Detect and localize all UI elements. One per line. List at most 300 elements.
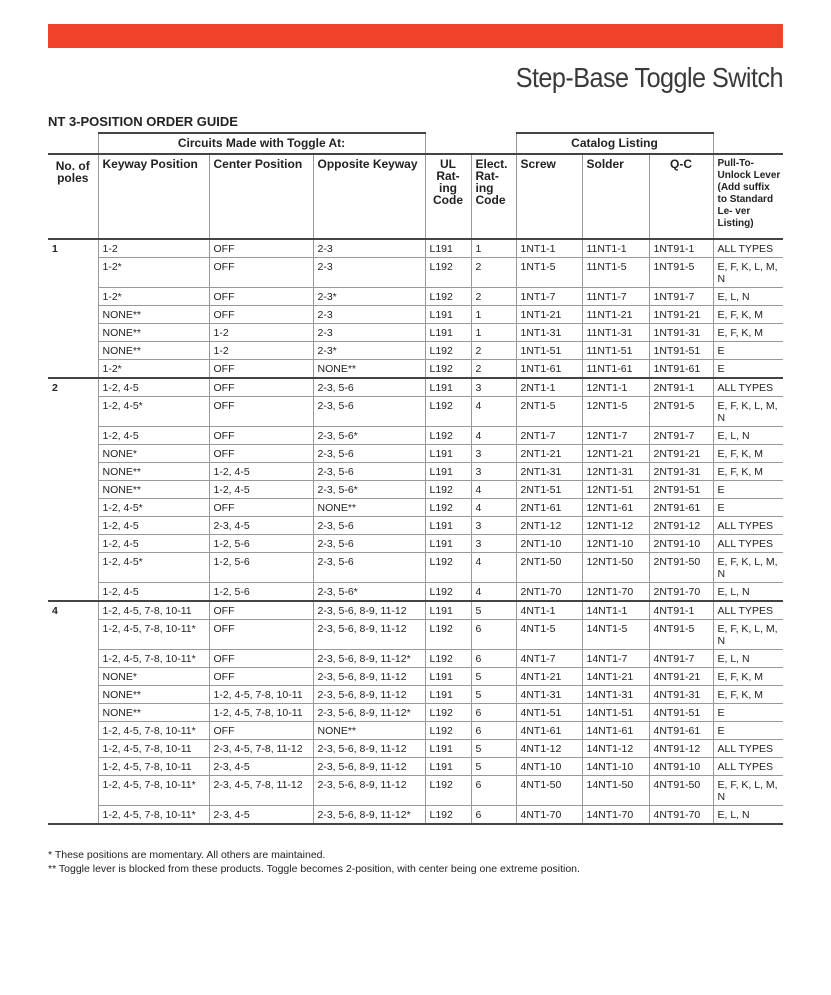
ul-code-cell: L192 [425,427,471,445]
qc-cell: 2NT91-31 [649,463,713,481]
elect-code-cell: 5 [471,740,516,758]
group-header-row [48,133,783,154]
elect-code-cell: 6 [471,620,516,650]
qc-cell: 2NT91-21 [649,445,713,463]
center-cell: 1-2, 4-5 [209,481,313,499]
poles-cell [48,397,98,427]
opposite-cell: 2-3, 5-6, 8-9, 11-12 [313,601,425,620]
center-cell: OFF [209,650,313,668]
pull-to-unlock-cell: E, L, N [713,427,783,445]
opposite-cell: 2-3, 5-6, 8-9, 11-12 [313,668,425,686]
poles-cell [48,288,98,306]
ul-code-cell: L192 [425,553,471,583]
ul-code-cell: L192 [425,499,471,517]
elect-code-cell: 6 [471,704,516,722]
pull-to-unlock-cell: E [713,481,783,499]
center-cell: 1-2, 5-6 [209,535,313,553]
elect-code-cell: 6 [471,776,516,806]
keyway-cell: NONE** [98,463,209,481]
elect-code-cell: 3 [471,463,516,481]
center-cell: 1-2 [209,324,313,342]
table-row [48,601,783,620]
solder-cell: 12NT1-12 [582,517,649,535]
qc-cell: 1NT91-61 [649,360,713,379]
keyway-cell: 1-2, 4-5, 7-8, 10-11 [98,758,209,776]
table-row [48,553,783,583]
elect-code-cell: 4 [471,397,516,427]
table-row [48,378,783,397]
keyway-cell: 1-2, 4-5 [98,535,209,553]
col-header-elect: Elect. Rat- ing Code [471,154,516,239]
elect-code-cell: 4 [471,481,516,499]
ul-code-cell: L192 [425,776,471,806]
page-title: Step-Base Toggle Switch [515,62,783,93]
ul-code-cell: L192 [425,342,471,360]
pull-to-unlock-cell: E, L, N [713,583,783,602]
keyway-cell: 1-2, 4-5* [98,499,209,517]
center-cell: 1-2, 5-6 [209,553,313,583]
solder-cell: 12NT1-31 [582,463,649,481]
center-cell: OFF [209,378,313,397]
pull-to-unlock-cell: E, F, K, M [713,324,783,342]
center-cell: 1-2 [209,342,313,360]
table-row [48,686,783,704]
center-cell: OFF [209,239,313,258]
solder-cell: 14NT1-12 [582,740,649,758]
qc-cell: 1NT91-51 [649,342,713,360]
opposite-cell: 2-3, 5-6, 8-9, 11-12 [313,620,425,650]
pull-to-unlock-cell: ALL TYPES [713,740,783,758]
screw-cell: 2NT1-10 [516,535,582,553]
pull-to-unlock-cell: E, F, K, L, M, N [713,776,783,806]
solder-cell: 12NT1-5 [582,397,649,427]
table-row [48,668,783,686]
poles-cell [48,776,98,806]
opposite-cell: 2-3 [313,258,425,288]
table-row [48,342,783,360]
screw-cell: 1NT1-1 [516,239,582,258]
pull-to-unlock-cell: ALL TYPES [713,758,783,776]
table-row [48,499,783,517]
opposite-cell: 2-3, 5-6 [313,517,425,535]
qc-cell: 2NT91-7 [649,427,713,445]
screw-cell: 4NT1-21 [516,668,582,686]
table-row [48,239,783,258]
elect-code-cell: 3 [471,517,516,535]
col-header-ul: UL Rat- ing Code [425,154,471,239]
elect-code-cell: 1 [471,324,516,342]
screw-cell: 4NT1-61 [516,722,582,740]
center-cell: 1-2, 4-5, 7-8, 10-11 [209,686,313,704]
pull-to-unlock-cell: ALL TYPES [713,239,783,258]
qc-cell: 4NT91-51 [649,704,713,722]
keyway-cell: NONE** [98,306,209,324]
col-header-solder: Solder [582,154,649,239]
col-header-keyway: Keyway Position [98,154,209,239]
pull-to-unlock-cell: E, F, K, M [713,668,783,686]
opposite-cell: 2-3, 5-6, 8-9, 11-12 [313,776,425,806]
pull-to-unlock-cell: E, F, K, L, M, N [713,397,783,427]
table-row [48,758,783,776]
qc-cell: 4NT91-50 [649,776,713,806]
col-header-qc: Q-C [649,154,713,239]
qc-cell: 2NT91-70 [649,583,713,602]
qc-cell: 2NT91-1 [649,378,713,397]
pull-to-unlock-cell: E [713,360,783,379]
ul-code-cell: L192 [425,650,471,668]
qc-cell: 4NT91-12 [649,740,713,758]
qc-cell: 4NT91-5 [649,620,713,650]
elect-code-cell: 2 [471,288,516,306]
screw-cell: 2NT1-70 [516,583,582,602]
qc-cell: 4NT91-31 [649,686,713,704]
opposite-cell: 2-3, 5-6, 8-9, 11-12 [313,740,425,758]
qc-cell: 4NT91-70 [649,806,713,825]
pull-to-unlock-cell: E, F, K, L, M, N [713,553,783,583]
pull-to-unlock-cell: E [713,342,783,360]
opposite-cell: 2-3, 5-6, 8-9, 11-12 [313,758,425,776]
solder-cell: 11NT1-5 [582,258,649,288]
ul-code-cell: L192 [425,397,471,427]
center-cell: OFF [209,258,313,288]
section-title: NT 3-POSITION ORDER GUIDE [48,114,238,129]
qc-cell: 2NT91-5 [649,397,713,427]
pull-to-unlock-cell: E, F, K, M [713,686,783,704]
solder-cell: 12NT1-51 [582,481,649,499]
solder-cell: 14NT1-1 [582,601,649,620]
ul-code-cell: L191 [425,535,471,553]
ul-code-cell: L192 [425,620,471,650]
opposite-cell: 2-3 [313,324,425,342]
table-row [48,740,783,758]
center-cell: OFF [209,601,313,620]
screw-cell: 2NT1-50 [516,553,582,583]
table-row [48,360,783,379]
elect-code-cell: 5 [471,758,516,776]
footnote-blocked: ** Toggle lever is blocked from these products. Toggle becomes 2-position, with center being one extreme position. [48,863,580,875]
screw-cell: 4NT1-50 [516,776,582,806]
center-cell: OFF [209,427,313,445]
elect-code-cell: 4 [471,583,516,602]
opposite-cell: NONE** [313,722,425,740]
table-row [48,650,783,668]
table-row [48,445,783,463]
poles-cell [48,360,98,379]
screw-cell: 4NT1-51 [516,704,582,722]
poles-cell [48,583,98,602]
elect-code-cell: 5 [471,686,516,704]
poles-cell: 2 [48,378,98,397]
table-row [48,258,783,288]
ul-code-cell: L191 [425,517,471,535]
screw-cell: 2NT1-1 [516,378,582,397]
elect-code-cell: 3 [471,445,516,463]
pull-to-unlock-cell: E, F, K, M [713,306,783,324]
pull-to-unlock-cell: ALL TYPES [713,378,783,397]
solder-cell: 12NT1-70 [582,583,649,602]
table-row [48,776,783,806]
pull-to-unlock-cell: E [713,722,783,740]
table-row [48,517,783,535]
center-cell: OFF [209,288,313,306]
keyway-cell: 1-2, 4-5* [98,397,209,427]
opposite-cell: 2-3, 5-6 [313,378,425,397]
pull-to-unlock-cell: E, L, N [713,806,783,825]
table-row [48,427,783,445]
center-cell: OFF [209,668,313,686]
screw-cell: 2NT1-12 [516,517,582,535]
pull-to-unlock-cell: E, F, K, M [713,445,783,463]
center-cell: 2-3, 4-5, 7-8, 11-12 [209,740,313,758]
table-row [48,806,783,825]
qc-cell: 1NT91-5 [649,258,713,288]
solder-cell: 12NT1-21 [582,445,649,463]
pull-to-unlock-cell: E [713,704,783,722]
center-cell: 1-2, 5-6 [209,583,313,602]
keyway-cell: 1-2, 4-5 [98,378,209,397]
opposite-cell: NONE** [313,360,425,379]
poles-cell [48,686,98,704]
column-header-row [48,154,783,239]
elect-code-cell: 4 [471,499,516,517]
keyway-cell: 1-2, 4-5 [98,427,209,445]
center-cell: OFF [209,397,313,427]
screw-cell: 1NT1-7 [516,288,582,306]
center-cell: 2-3, 4-5 [209,758,313,776]
qc-cell: 4NT91-10 [649,758,713,776]
table-row [48,583,783,602]
top-accent-bar [48,24,783,48]
center-cell: 1-2, 4-5 [209,463,313,481]
table-row [48,306,783,324]
qc-cell: 4NT91-21 [649,668,713,686]
elect-code-cell: 5 [471,601,516,620]
elect-code-cell: 2 [471,258,516,288]
qc-cell: 2NT91-12 [649,517,713,535]
screw-cell: 2NT1-21 [516,445,582,463]
poles-cell [48,427,98,445]
screw-cell: 1NT1-51 [516,342,582,360]
screw-cell: 1NT1-21 [516,306,582,324]
table-row [48,620,783,650]
poles-cell [48,499,98,517]
solder-cell: 11NT1-51 [582,342,649,360]
screw-cell: 4NT1-12 [516,740,582,758]
keyway-cell: NONE* [98,668,209,686]
solder-cell: 12NT1-1 [582,378,649,397]
col-header-center: Center Position [209,154,313,239]
keyway-cell: 1-2, 4-5* [98,553,209,583]
center-cell: 1-2, 4-5, 7-8, 10-11 [209,704,313,722]
opposite-cell: 2-3, 5-6* [313,481,425,499]
keyway-cell: 1-2* [98,258,209,288]
elect-code-cell: 2 [471,342,516,360]
solder-cell: 12NT1-10 [582,535,649,553]
ul-code-cell: L191 [425,668,471,686]
qc-cell: 1NT91-21 [649,306,713,324]
col-header-screw: Screw [516,154,582,239]
ul-code-cell: L192 [425,481,471,499]
screw-cell: 4NT1-1 [516,601,582,620]
screw-cell: 4NT1-31 [516,686,582,704]
col-header-opposite: Opposite Keyway [313,154,425,239]
solder-cell: 14NT1-7 [582,650,649,668]
keyway-cell: NONE** [98,686,209,704]
qc-cell: 4NT91-1 [649,601,713,620]
table-row [48,704,783,722]
center-cell: OFF [209,620,313,650]
opposite-cell: 2-3, 5-6* [313,427,425,445]
opposite-cell: 2-3, 5-6 [313,553,425,583]
poles-cell [48,806,98,825]
table-row [48,463,783,481]
keyway-cell: 1-2, 4-5, 7-8, 10-11 [98,740,209,758]
pull-to-unlock-cell: E, F, K, L, M, N [713,620,783,650]
poles-cell [48,740,98,758]
table-row [48,397,783,427]
solder-cell: 14NT1-50 [582,776,649,806]
solder-cell: 14NT1-51 [582,704,649,722]
center-cell: OFF [209,445,313,463]
poles-cell [48,324,98,342]
screw-cell: 4NT1-7 [516,650,582,668]
ul-code-cell: L192 [425,722,471,740]
opposite-cell: 2-3, 5-6 [313,463,425,481]
footnotes [48,848,580,876]
keyway-cell: 1-2, 4-5, 7-8, 10-11* [98,650,209,668]
keyway-cell: 1-2, 4-5 [98,517,209,535]
elect-code-cell: 6 [471,650,516,668]
pull-to-unlock-cell: E, L, N [713,650,783,668]
ul-code-cell: L192 [425,288,471,306]
center-cell: OFF [209,306,313,324]
solder-cell: 12NT1-7 [582,427,649,445]
elect-code-cell: 6 [471,806,516,825]
opposite-cell: 2-3, 5-6, 8-9, 11-12* [313,806,425,825]
solder-cell: 14NT1-70 [582,806,649,825]
solder-cell: 14NT1-10 [582,758,649,776]
ul-code-cell: L192 [425,583,471,602]
footnote-momentary: * These positions are momentary. All others are maintained. [48,849,326,861]
poles-cell [48,553,98,583]
ul-code-cell: L192 [425,258,471,288]
opposite-cell: 2-3, 5-6 [313,535,425,553]
elect-code-cell: 4 [471,427,516,445]
qc-cell: 1NT91-31 [649,324,713,342]
keyway-cell: 1-2* [98,288,209,306]
table-row [48,481,783,499]
poles-cell [48,620,98,650]
poles-cell [48,650,98,668]
solder-cell: 14NT1-61 [582,722,649,740]
screw-cell: 4NT1-70 [516,806,582,825]
solder-cell: 11NT1-31 [582,324,649,342]
ul-code-cell: L192 [425,806,471,825]
solder-cell: 14NT1-5 [582,620,649,650]
order-guide-table [48,132,783,825]
solder-cell: 12NT1-61 [582,499,649,517]
screw-cell: 1NT1-31 [516,324,582,342]
table-row [48,288,783,306]
ul-code-cell: L191 [425,740,471,758]
center-cell: OFF [209,499,313,517]
ul-code-cell: L191 [425,239,471,258]
poles-cell [48,517,98,535]
ul-code-cell: L191 [425,758,471,776]
keyway-cell: 1-2, 4-5, 7-8, 10-11* [98,722,209,740]
solder-cell: 14NT1-31 [582,686,649,704]
keyway-cell: 1-2, 4-5, 7-8, 10-11* [98,776,209,806]
pull-to-unlock-cell: ALL TYPES [713,601,783,620]
ul-code-cell: L191 [425,445,471,463]
opposite-cell: 2-3, 5-6* [313,583,425,602]
solder-cell: 11NT1-21 [582,306,649,324]
elect-code-cell: 1 [471,306,516,324]
qc-cell: 4NT91-61 [649,722,713,740]
elect-code-cell: 6 [471,722,516,740]
center-cell: 2-3, 4-5 [209,806,313,825]
qc-cell: 4NT91-7 [649,650,713,668]
group-header-circuits: Circuits Made with Toggle At: [98,133,425,154]
pull-to-unlock-cell: E, F, K, M [713,463,783,481]
solder-cell: 11NT1-1 [582,239,649,258]
poles-cell [48,463,98,481]
screw-cell: 1NT1-61 [516,360,582,379]
poles-cell [48,306,98,324]
poles-cell [48,481,98,499]
center-cell: OFF [209,722,313,740]
qc-cell: 2NT91-10 [649,535,713,553]
qc-cell: 1NT91-1 [649,239,713,258]
qc-cell: 2NT91-50 [649,553,713,583]
keyway-cell: 1-2, 4-5 [98,583,209,602]
keyway-cell: NONE** [98,342,209,360]
screw-cell: 2NT1-61 [516,499,582,517]
screw-cell: 2NT1-31 [516,463,582,481]
poles-cell [48,258,98,288]
screw-cell: 2NT1-5 [516,397,582,427]
solder-cell: 11NT1-7 [582,288,649,306]
solder-cell: 14NT1-21 [582,668,649,686]
poles-cell [48,535,98,553]
ul-code-cell: L191 [425,601,471,620]
pull-to-unlock-cell: ALL TYPES [713,517,783,535]
poles-cell: 1 [52,243,58,255]
ul-code-cell: L192 [425,704,471,722]
elect-code-cell: 4 [471,553,516,583]
solder-cell: 11NT1-61 [582,360,649,379]
keyway-cell: 1-2, 4-5, 7-8, 10-11* [98,806,209,825]
keyway-cell: 1-2, 4-5, 7-8, 10-11* [98,620,209,650]
screw-cell: 4NT1-5 [516,620,582,650]
keyway-cell: NONE** [98,481,209,499]
elect-code-cell: 1 [471,239,516,258]
poles-cell [48,445,98,463]
group-header-catalog: Catalog Listing [516,133,713,154]
qc-cell: 1NT91-7 [649,288,713,306]
screw-cell: 2NT1-7 [516,427,582,445]
opposite-cell: NONE** [313,499,425,517]
table-row [48,324,783,342]
qc-cell: 2NT91-51 [649,481,713,499]
opposite-cell: 2-3 [313,239,425,258]
opposite-cell: 2-3, 5-6, 8-9, 11-12* [313,650,425,668]
ul-code-cell: L191 [425,306,471,324]
center-cell: 2-3, 4-5 [209,517,313,535]
poles-cell [48,704,98,722]
pull-to-unlock-cell: E [713,499,783,517]
ul-code-cell: L191 [425,463,471,481]
